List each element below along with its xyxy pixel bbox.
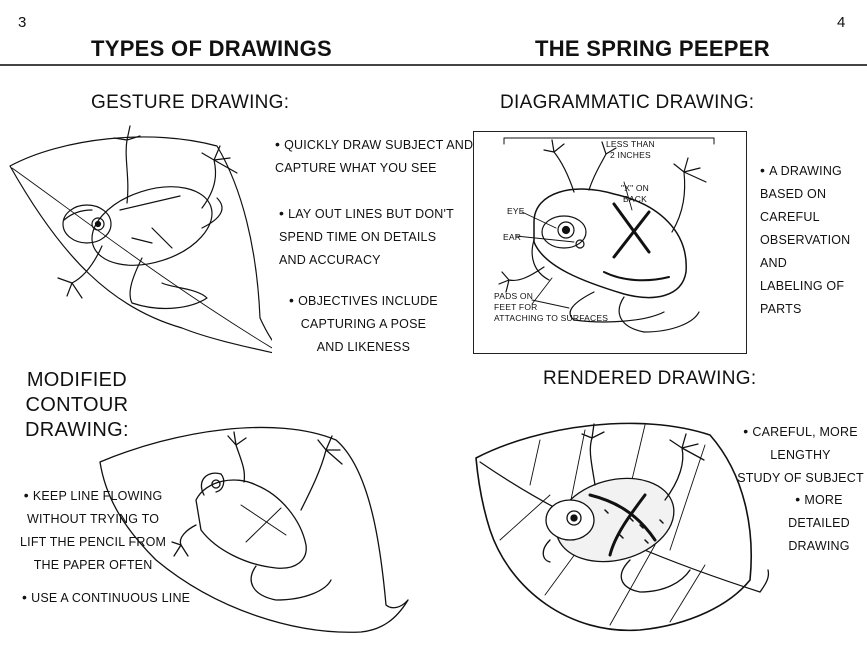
label-ear: EAR — [503, 232, 522, 242]
gesture-heading: GESTURE DRAWING: — [91, 92, 290, 113]
shaded-frog-on-leaf-icon — [470, 400, 770, 645]
label-eye: EYE — [507, 206, 525, 216]
contour-bullet-1: • KEEP LINE FLOWING WITHOUT TRYING TO LIFT THE PENCIL FROM THE PAPER OFTEN — [20, 487, 167, 572]
gesture-bullet-1: • QUICKLY DRAW SUBJECT AND CAPTURE WHAT YOU SEE — [275, 136, 474, 175]
contour-bullet-2: • USE A CONTINUOUS LINE — [22, 589, 191, 605]
header-rule — [0, 64, 867, 66]
contour-heading: MODIFIED CONTOUR DRAWING: — [25, 369, 129, 441]
page-title-left: TYPES OF DRAWINGS — [91, 36, 333, 61]
frog-on-leaf-sketch-icon — [2, 118, 272, 358]
gesture-bullet-2: • LAY OUT LINES BUT DON'T SPEND TIME ON DETAILS AND ACCURACY — [279, 205, 454, 267]
label-size: LESS THAN 2 INCHES — [606, 139, 655, 160]
rendered-heading: RENDERED DRAWING: — [543, 368, 757, 389]
label-pads: PADS ON FEET FOR ATTACHING TO SURFACES — [494, 291, 609, 323]
rendered-bullet-1: • CAREFUL, MORE LENGTHY STUDY OF SUBJECT — [737, 423, 864, 485]
diagrammatic-bullet-1: • A DRAWING BASED ON CAREFUL OBSERVATION AND LABELING OF PARTS — [760, 162, 851, 316]
gesture-bullet-3: • OBJECTIVES INCLUDE CAPTURING A POSE AND LIKENESS — [289, 292, 438, 354]
label-back: "X" ON BACK — [621, 183, 650, 204]
page-number-left: 3 — [18, 14, 27, 31]
page-title-right: THE SPRING PEEPER — [535, 36, 770, 61]
diagrammatic-heading: DIAGRAMMATIC DRAWING: — [500, 92, 755, 113]
rendered-bullet-2: • MORE DETAILED DRAWING — [788, 491, 850, 553]
page-number-right: 4 — [837, 14, 846, 31]
